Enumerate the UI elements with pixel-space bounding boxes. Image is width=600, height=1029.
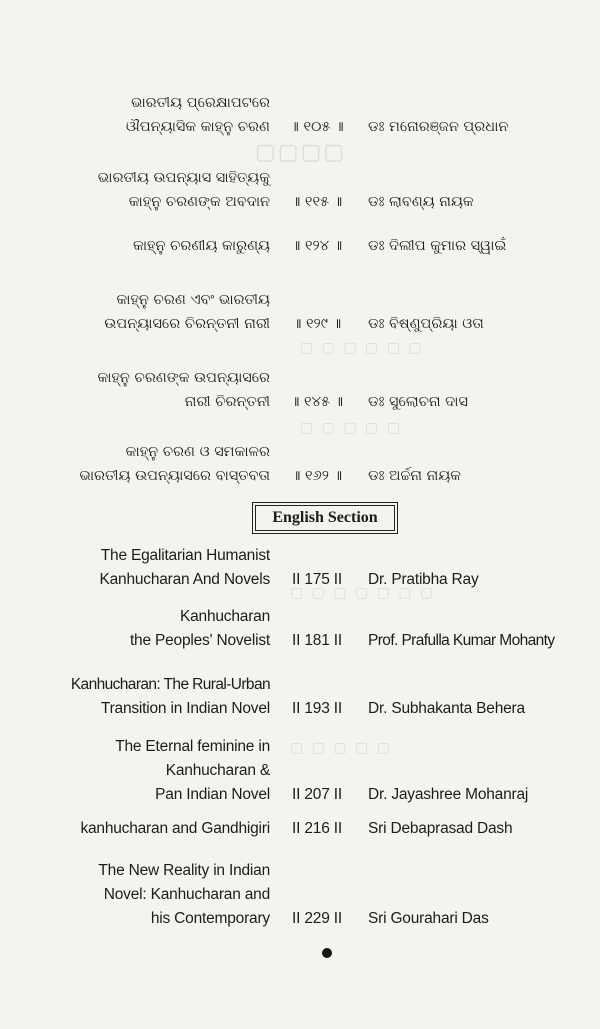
entry-title-line: ଔପନ୍ୟାସିକ କାହ୍ନୁ ଚରଣ [125,119,270,135]
entry-title-line: ଭାରତୀୟ ଉପନ୍ୟାସରେ ବାସ୍ତବତା [79,468,270,484]
entry-author: Dr. Subhakanta Behera [368,700,525,717]
entry-author: Sri Gourahari Das [368,910,489,927]
entry-author: Prof. Prafulla Kumar Mohanty [368,632,555,649]
entry-author: Dr. Jayashree Mohanraj [368,786,529,803]
entry-page-number: II 175 II [292,571,342,588]
bleed-through-text: ▢ ▢ ▢ ▢ ▢ [290,740,392,756]
entry-title-line: Transition in Indian Novel [100,700,270,717]
entry-author: ଡଃ ଦିଲୀପ କୁମାର ସ୍ୱାଇଁ [368,238,507,254]
entry-author: ଡଃ ମନୋରଞ୍ଜନ ପ୍ରଧାନ [368,119,509,135]
entry-title-line: Kanhucharan And Novels [99,571,270,588]
entry-title-line: କାହ୍ନୁ ଚରଣ ଏବଂ ଭାରତୀୟ [116,292,270,308]
page-dot-ornament [322,948,332,958]
bleed-through-text: ▢ ▢ ▢ ▢ ▢ ▢ [300,340,424,356]
entry-author: ଡଃ ସୁଲୋଚନା ଦାସ [368,394,468,410]
entry-page-number: ॥ ୧୬୨ ॥ [291,468,343,484]
entry-title-line: Novel: Kanhucharan and [103,886,270,903]
entry-title-line: his Contemporary [150,910,270,927]
entry-title-line: kanhucharan and Gandhigiri [80,820,270,837]
entry-page-number: II 216 II [292,820,342,837]
entry-author: ଡଃ ଅର୍ଚ୍ଚନା ନାୟକ [368,468,462,484]
entry-author: ଡଃ ବିଷ୍ଣୁପ୍ରିୟା ଓତା [368,316,484,332]
entry-page-number: II 193 II [292,700,342,717]
entry-title-line: ଉପନ୍ୟାସରେ ଚିରନ୍ତନୀ ନାରୀ [104,316,270,332]
entry-title-line: କାହ୍ନୁ ଚରଣୀୟ କାରୁଣ୍ୟ [132,238,270,254]
entry-title-line: the Peoples' Novelist [129,632,270,649]
entry-page-number: II 229 II [292,910,342,927]
entry-page-number: ॥ ୧୨୪ ॥ [291,238,343,254]
entry-title-line: The Egalitarian Humanist [100,547,270,564]
entry-title-line: କାହ୍ନୁ ଚରଣଙ୍କ ଅବଦାନ [128,194,270,210]
entry-page-number: ॥ ୧୨୯ ॥ [292,316,342,332]
entry-page-number: ॥ ୧୧୫ ॥ [291,194,343,210]
section-heading: English Section [255,505,395,531]
entry-title-line: ଭାରତୀୟ ଉପନ୍ୟାସ ସାହିତ୍ୟକୁ [97,170,270,186]
entry-page-number: II 207 II [292,786,342,803]
entry-page-number: ॥ ୧୦୫ ॥ [290,119,344,135]
bleed-through-text: ▢▢▢▢ [255,140,347,165]
entry-title-line: Kanhucharan & [165,762,270,779]
entry-author: ଡଃ ଲାବଣ୍ୟ ନାୟକ [368,194,474,210]
entry-page-number: ॥ ୧୪୫ ॥ [290,394,344,410]
entry-title-line: ଭାରତୀୟ ପ୍ରେକ୍ଷାପଟରେ [130,95,270,111]
entry-title-line: କାହ୍ନୁ ଚରଣଙ୍କ ଉପନ୍ୟାସରେ [97,370,270,386]
entry-title-line: ନାରୀ ଚିରନ୍ତନୀ [184,394,270,410]
entry-author: Sri Debaprasad Dash [368,820,513,837]
entry-title-line: The Eternal feminine in [115,738,270,755]
entry-page-number: II 181 II [292,632,342,649]
entry-author: Dr. Pratibha Ray [368,571,479,588]
bleed-through-text: ▢ ▢ ▢ ▢ ▢ [300,420,402,436]
entry-title-line: କାହ୍ନୁ ଚରଣ ଓ ସମକାଳର [125,444,270,460]
entry-title-line: Kanhucharan [179,608,270,625]
entry-title-line: Pan Indian Novel [155,786,270,803]
entry-title-line: Kanhucharan: The Rural-Urban [70,676,270,693]
bleed-through-text: ▢ ▢ ▢ ▢ ▢ ▢ ▢ [290,585,436,601]
entry-title-line: The New Reality in Indian [98,862,270,879]
